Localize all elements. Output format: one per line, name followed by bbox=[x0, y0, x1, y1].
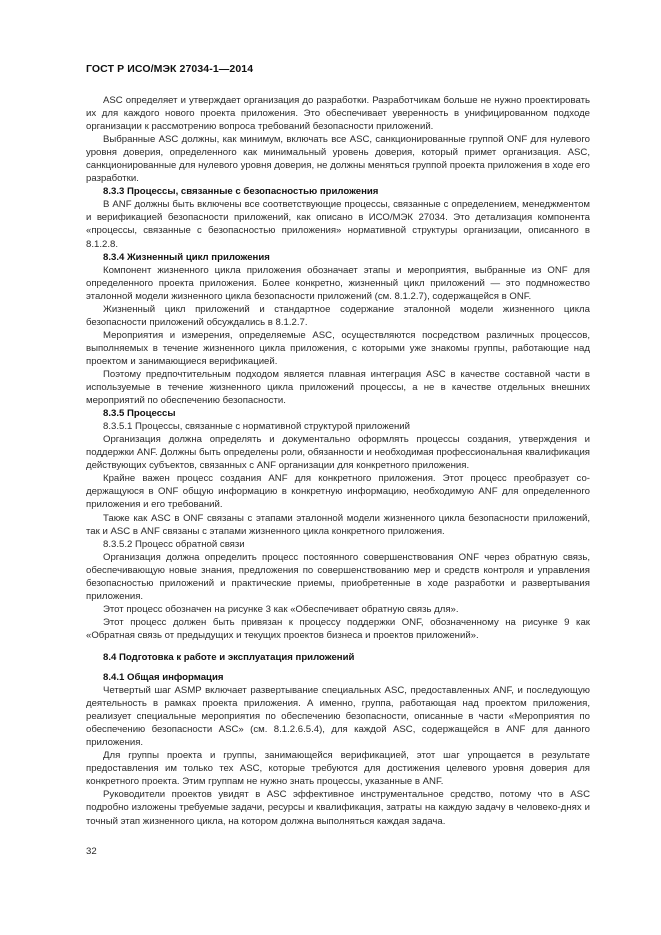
body-paragraph: Крайне важен процесс создания ANF для конкретного приложения. Этот процесс преобразует содержащуюся в ONF общую информацию в конкретную информацию, необходимую ANF для определенного приложения и его требований. bbox=[86, 473, 590, 511]
body-paragraph: Этот процесс должен быть привязан к процессу поддержки ONF, обозначенному на рисунке 9 как «Обратная связь от предыдущих и текущих проектов бизнеса и проектов приложений». bbox=[86, 616, 590, 641]
section-heading: 8.4.1 Общая информация bbox=[103, 672, 224, 684]
body-paragraph: Четвертый шаг ASMP включает развертывание специальных ASC, предоставленных ANF, и последующую деятельность в рамках проекта приложения. А именно, группа, работающая над проектом приложения, реализует специальные мероприятия по обеспечению безопасности, описанные в части «Мероприятия по обеспечению безопасности ASC» (см. 8.1.2.6.5.4), для каждой ASC, содержащейся в ANF для данного приложения. bbox=[86, 685, 590, 749]
section-heading: 8.3.5 Процессы bbox=[103, 408, 176, 420]
body-paragraph: Поэтому предпочтительным подходом является плавная интеграция ASC в качестве составной части в используемые в течение жизненного цикла приложений процессы, а не в качестве отдельных внешних мероприятий по обеспечению безопасности. bbox=[86, 368, 590, 407]
section-heading: 8.3.4 Жизненный цикл приложения bbox=[103, 251, 270, 263]
body-paragraph: В ANF должны быть включены все соответствующие процессы, связанные с определением, менеджментом и верификацией безопасности приложений, как описано в ИСО/МЭК 27034. Это детализация компонента «процессы, связанные с безопасностью приложения» нормативной структуры организации, описанного в 8.1.2.8. bbox=[86, 199, 590, 250]
document-header: ГОСТ Р ИСО/МЭК 27034-1—2014 bbox=[86, 63, 254, 75]
body-paragraph: Также как ASC в ONF связаны с этапами эталонной модели жизненного цикла безопасности приложений, так и ASC в ANF связаны с этапами жизненного цикла конкретного приложения. bbox=[86, 512, 590, 537]
subsection-heading: 8.3.5.1 Процессы, связанные с нормативной структурой приложений bbox=[103, 421, 410, 433]
body-paragraph: Мероприятия и измерения, определяемые ASC, осуществляются посредством различных процессов, выполняемых в течение жизненного цикла приложения, с которыми уже знакомы группы, работающие над проектом и занимающиеся верификацией. bbox=[86, 329, 590, 367]
body-paragraph: Жизненный цикл приложений и стандартное содержание эталонной модели жизненного цикла безопасности приложений обсуждались в 8.1.2.7. bbox=[86, 303, 590, 328]
body-paragraph: Организация должна определять и документально оформлять процессы создания, утверждения и поддержки ANF. Должны быть определены роли, обязанности и необходимая профессиональная квалификация действующих субъектов, связанных с ANF организации для конкретного приложения. bbox=[86, 434, 590, 472]
document-body bbox=[86, 94, 590, 828]
section-heading: 8.4 Подготовка к работе и эксплуатация приложений bbox=[103, 651, 355, 663]
body-paragraph: ASC определяет и утверждает организация до разработки. Разработчикам больше не нужно проектировать их для каждого нового проекта приложения. Это обеспечивает уверенность в унифицированном подходе организации к рассмотрению вопроса требований безопасности приложений. bbox=[86, 95, 590, 133]
page-number: 32 bbox=[86, 846, 97, 857]
body-paragraph: Выбранные ASC должны, как минимум, включать все ASC, санкционированные группой ONF для нулевого уровня доверия, определенного как минимальный уровень доверия, который примет организация. ASC, санкционированные для нулевого уровня доверия, не должны меняться группой проекта приложения в ходе его разработки. bbox=[86, 134, 590, 185]
subsection-heading: 8.3.5.2 Процесс обратной связи bbox=[103, 538, 245, 550]
body-paragraph: Компонент жизненного цикла приложения обозначает этапы и мероприятия, выбранные из ONF для определенного проекта приложения. Более конкретно, жизненный цикл приложений — это подмножество эталонной модели жизненного цикла безопасности приложений (см. 8.1.2.7), содержащейся в ONF. bbox=[86, 264, 590, 302]
body-paragraph: Организация должна определить процесс постоянного совершенствования ONF через обратную связь, обеспечивающую новые знания, предложения по совершенствованию мер и средств контроля и управления безопасностью приложений и практические приемы, приобретенные в ходе разработки и развертывания приложения. bbox=[86, 551, 590, 602]
body-paragraph: Для группы проекта и группы, занимающейся верификацией, этот шаг упрощается в результате предоставления им только тех ASC, которые требуются для достижения целевого уровня доверия для конкретного проекта. Этим группам не нужно знать процессы, указанные в ANF. bbox=[86, 750, 590, 788]
section-heading: 8.3.3 Процессы, связанные с безопасностью приложения bbox=[103, 186, 379, 198]
body-paragraph: Этот процесс обозначен на рисунке 3 как «Обеспечивает обратную связь для». bbox=[103, 603, 459, 615]
body-paragraph: Руководители проектов увидят в ASC эффективное инструментальное средство, потому что в ASC подробно изложены требуемые задачи, ресурсы и квалификация, затраты на каждую задачу в человеко-днях и точный этап жизненного цикла, на котором должна выполняться каждая задача. bbox=[86, 789, 590, 827]
